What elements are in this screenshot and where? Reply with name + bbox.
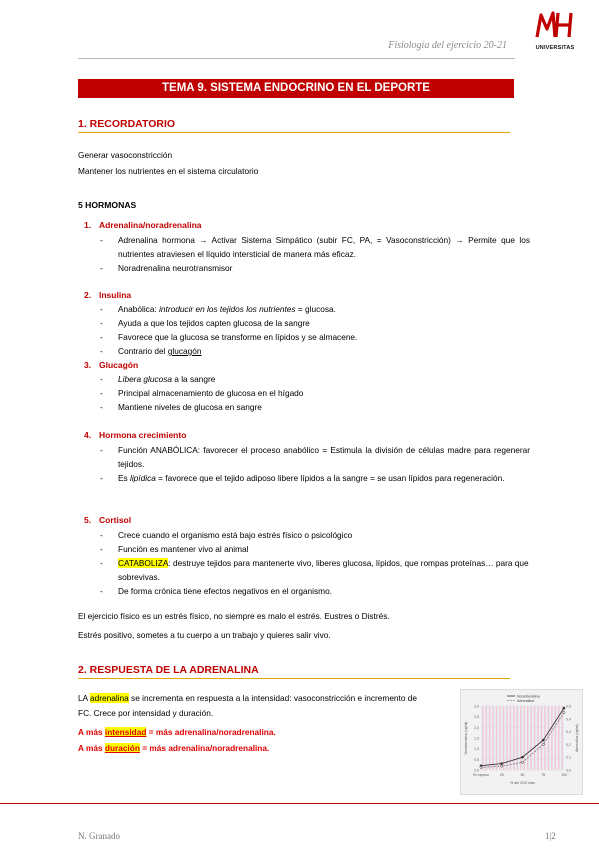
chart-ytick-left: 1,5 bbox=[474, 736, 479, 741]
section-2-title: 2. RESPUESTA DE LA ADRENALINA bbox=[78, 664, 259, 676]
paragraph-estres-2: Estrés positivo, sometes a tu cuerpo a un trabajo y quieres salir vivo. bbox=[78, 630, 331, 640]
hormone-3-title: 3. Glucagón bbox=[84, 360, 139, 370]
chart-ytick-right: 0,4 bbox=[566, 717, 571, 722]
chart-point bbox=[521, 761, 523, 763]
chart-ytick-left: 3,0 bbox=[474, 704, 479, 709]
chart-ytick-left: 0,5 bbox=[474, 757, 479, 762]
chart-xtick: 75 bbox=[541, 773, 546, 777]
chart-ytick-left: 2,5 bbox=[474, 715, 479, 720]
chart-ytick-right: 0,1 bbox=[566, 755, 571, 760]
chart-point bbox=[501, 763, 503, 765]
recordatorio-line-1: Generar vasoconstricción bbox=[78, 150, 173, 160]
adrenaline-chart-svg bbox=[461, 690, 582, 794]
adrenaline-chart bbox=[460, 689, 583, 795]
footer-rule bbox=[0, 803, 599, 804]
hormone-4-bullet-2: - Es lipídica = favorece que el tejido adiposo libere lípidos a la sangre = se usan lípidos para regeneración. bbox=[100, 473, 505, 483]
chart-xtick: 100 bbox=[561, 773, 567, 777]
chart-point bbox=[521, 756, 523, 758]
adrenalina-line-1: LA adrenalina se incrementa en respuesta a la intensidad: vasoconstricción e incremento de bbox=[78, 693, 417, 703]
chart-xtick: 25 bbox=[499, 773, 504, 777]
recordatorio-line-2: Mantener los nutrientes en el sistema circulatorio bbox=[78, 166, 259, 176]
hormone-5-title: 5. Cortisol bbox=[84, 515, 132, 525]
chart-point bbox=[563, 711, 565, 713]
chart-point bbox=[501, 765, 503, 767]
chart-ylabel-left: Noradrenalina (ng/ml) bbox=[464, 721, 468, 755]
rule-duracion: A más duración = más adrenalina/noradrenalina. bbox=[78, 743, 270, 753]
hormone-4-bullet-1: - Función ANABÓLICA: favorecer el proceso anabólico = Estimula la división de células madre para regenerar tejidos. bbox=[100, 445, 530, 469]
chart-legend-label: Noradrenalina bbox=[517, 694, 540, 699]
chart-ytick-left: 0,0 bbox=[474, 768, 479, 773]
hormone-1-bullet-1: - Adrenalina hormona → Activar Sistema Simpático (subir FC, PA, = Vasoconstricción) → Permite que los nutrientes atraviesen el líquido intersticial de manera más eficaz. bbox=[100, 235, 530, 259]
document-page: Fisiología del ejercicio 20-21 UNIVERSITAS TEMA 9. SISTEMA ENDOCRINO EN EL DEPORTE 1. RECORDATORIO Generar vasoconstricción Mantener los nutrientes en el sistema circulatorio 5 HORMONAS 1. Adrenalina/noradrenalina - Adrenalina hormona → Activar Sistema Simpático (subir FC, PA, = Vasoconstricción) → Permite que los nutrientes atraviesen el líquido intersticial de manera más eficaz. - Noradrenalina neurotransmisor 2. Insulina - Anabólica: introducir en los tejidos los nutrientes = glucosa. - Ayuda a que los tejidos capten glucosa de la sangre - Favorece que la glucosa se transforme en lípidos y se almacene. - Contrario del glucagón 3. Glucagón - Libera glucosa a la sangre - Principal almacenamiento de glucosa en el hígado - Mantiene niveles de glucosa en sangre 4. Hormona crecimiento - Función ANABÓLICA: favorecer el proceso anabólico = Estimula la división de células madre para regenerar tejidos. - Es lipídica = favorece que el tejido adiposo libere lípidos a la sangre = se usan lípidos para regeneración. 5. Cortisol - Crece cuando el organismo está bajo estrés físico o psicológico - Función es mantener vivo al animal - CATABOLIZA: destruye tejidos para mantenerte vivo, liberes glucosa, lípidos, que rompas proteínas… para que sobrevivas. - De forma crónica tiene efectos negativos en el organismo. El ejercicio físico es un estrés físico, no siempre es malo el estrés. Eustres o Distrés. Estrés positivo, sometes a tu cuerpo a un trabajo y quieres salir vivo. 2. RESPUESTA DE LA ADRENALINA LA adrenalina se incrementa en respuesta a la intensidad: vasoconstricción e incremento de FC. Crece por intensidad y duración. A más intensidad = más adrenalina/noradrenalina. A más duración = más adrenalina/noradrenalina. 0,0 0,5 1,0 1,5 2,0 2,5 3,0 0,0 0,1 0,2 0,3 0,4 0,5 En reposo 25 50 75 100 % del VO2 máx Noradrenalina (ng/ml) Adrenalina (ng/ml) Noradrenalina Adrenalina N. Granado 1|2 bbox=[0, 0, 599, 848]
chart-legend-label: Adrenalina bbox=[517, 698, 535, 703]
chart-xlabel: % del VO2 máx bbox=[510, 781, 535, 785]
chart-point bbox=[542, 739, 544, 741]
hormone-2-title: 2. Insulina bbox=[84, 290, 132, 300]
rule-intensidad: A más intensidad = más adrenalina/noradrenalina. bbox=[78, 727, 276, 737]
paragraph-estres-1: El ejercicio físico es un estrés físico, no siempre es malo el estrés. Eustres o Distrés. bbox=[78, 611, 390, 621]
chart-point bbox=[480, 766, 482, 768]
section-1-rule bbox=[78, 132, 510, 133]
header-course: Fisiología del ejercicio 20-21 bbox=[388, 40, 507, 51]
header-divider bbox=[78, 58, 515, 59]
footer-author: N. Granado bbox=[78, 831, 120, 841]
university-logo bbox=[531, 7, 579, 69]
chart-ytick-right: 0,0 bbox=[566, 768, 571, 773]
chart-xtick: 50 bbox=[520, 773, 525, 777]
chart-ytick-right: 0,3 bbox=[566, 730, 571, 735]
logo-wordmark: UNIVERSITAS bbox=[535, 45, 575, 51]
adrenalina-line-2: FC. Crece por intensidad y duración. bbox=[78, 708, 214, 718]
chart-point bbox=[563, 707, 565, 709]
section-1-title: 1. RECORDATORIO bbox=[78, 118, 176, 130]
hormonas-heading: 5 HORMONAS bbox=[78, 200, 137, 210]
page-title: TEMA 9. SISTEMA ENDOCRINO EN EL DEPORTE bbox=[78, 79, 514, 98]
footer-page-number: 1|2 bbox=[545, 831, 556, 841]
chart-ytick-right: 0,5 bbox=[566, 704, 571, 709]
chart-ylabel-right: Adrenalina (ng/ml) bbox=[575, 724, 579, 752]
section-2-rule bbox=[78, 678, 510, 679]
chart-ytick-right: 0,2 bbox=[566, 742, 571, 747]
chart-point bbox=[542, 743, 544, 745]
hormone-4-title: 4. Hormona crecimiento bbox=[84, 430, 187, 440]
chart-xtick: En reposo bbox=[473, 773, 489, 777]
hormone-1-title: 1. Adrenalina/noradrenalina bbox=[84, 220, 202, 230]
chart-ytick-left: 1,0 bbox=[474, 747, 479, 752]
chart-ytick-left: 2,0 bbox=[474, 725, 479, 730]
hormone-5-bullet-3: - CATABOLIZA: destruye tejidos para mantenerte vivo, liberes glucosa, lípidos, que rompas proteínas… para que sobrevivas. bbox=[100, 558, 529, 582]
